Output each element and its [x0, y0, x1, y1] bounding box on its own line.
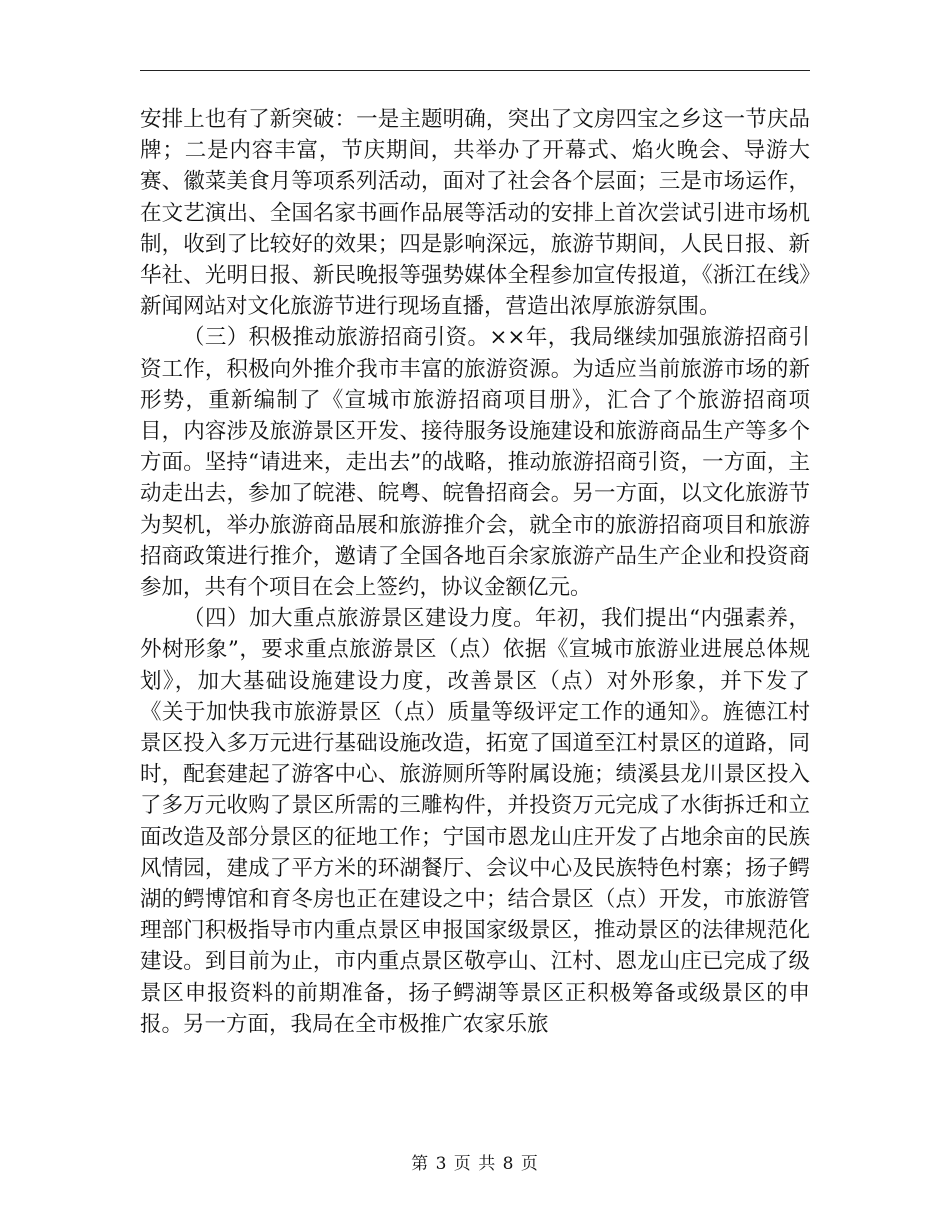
- paragraph-section-3: （三）积极推动旅游招商引资。××年，我局继续加强旅游招商引资工作，积极向外推介我市丰富的旅游资源。为适应当前旅游市场的新形势，重新编制了《宣城市旅游招商项目册》，汇合了个旅游招商项目，内容涉及旅游景区开发、接待服务设施建设和旅游商品生产等多个方面。坚持“请进来，走出去”的战略，推动旅游招商引资，一方面，主动走出去，参加了皖港、皖粤、皖鲁招商会。另一方面，以文化旅游节为契机，举办旅游商品展和旅游推介会，就全市的旅游招商项目和旅游招商政策进行推介，邀请了全国各地百余家旅游产品生产企业和投资商参加，共有个项目在会上签约，协议金额亿元。: [140, 325, 810, 601]
- page-number-footer: 第 3 页 共 8 页: [411, 1154, 539, 1174]
- document-body: [140, 104, 810, 1040]
- paragraph-continuation: 安排上也有了新突破：一是主题明确，突出了文房四宝之乡这一节庆品牌；二是内容丰富，节庆期间，共举办了开幕式、焰火晚会、导游大赛、徽菜美食月等项系列活动，面对了社会各个层面；三是市场运作，在文艺演出、全国名家书画作品展等活动的安排上首次尝试引进市场机制，收到了比较好的效果；四是影响深远，旅游节期间，人民日报、新华社、光明日报、新民晚报等强势媒体全程参加宣传报道，《浙江在线》新闻网站对文化旅游节进行现场直播，营造出浓厚旅游氛围。: [140, 107, 810, 320]
- header-rule: [140, 70, 810, 71]
- paragraph-section-4: （四）加大重点旅游景区建设力度。年初，我们提出“内强素养，外树形象”，要求重点旅游景区（点）依据《宣城市旅游业进展总体规划》，加大基础设施建设力度，改善景区（点）对外形象，并下发了《关于加快我市旅游景区（点）质量等级评定工作的通知》。旌德江村景区投入多万元进行基础设施改造，拓宽了国道至江村景区的道路，同时，配套建起了游客中心、旅游厕所等附属设施；绩溪县龙川景区投入了多万元收购了景区所需的三雕构件，并投资万元完成了水街拆迁和立面改造及部分景区的征地工作；宁国市恩龙山庄开发了占地余亩的民族风情园，建成了平方米的环湖餐厅、会议中心及民族特色村寨；扬子鳄湖的鳄博馆和育冬房也正在建设之中；结合景区（点）开发，市旅游管理部门积极指导市内重点景区申报国家级景区，推动景区的法律规范化建设。到目前为止，市内重点景区敬亭山、江村、恩龙山庄已完成了级景区申报资料的前期准备，扬子鳄湖等景区正积极筹备或级景区的申报。另一方面，我局在全市极推广农家乐旅: [140, 606, 810, 1037]
